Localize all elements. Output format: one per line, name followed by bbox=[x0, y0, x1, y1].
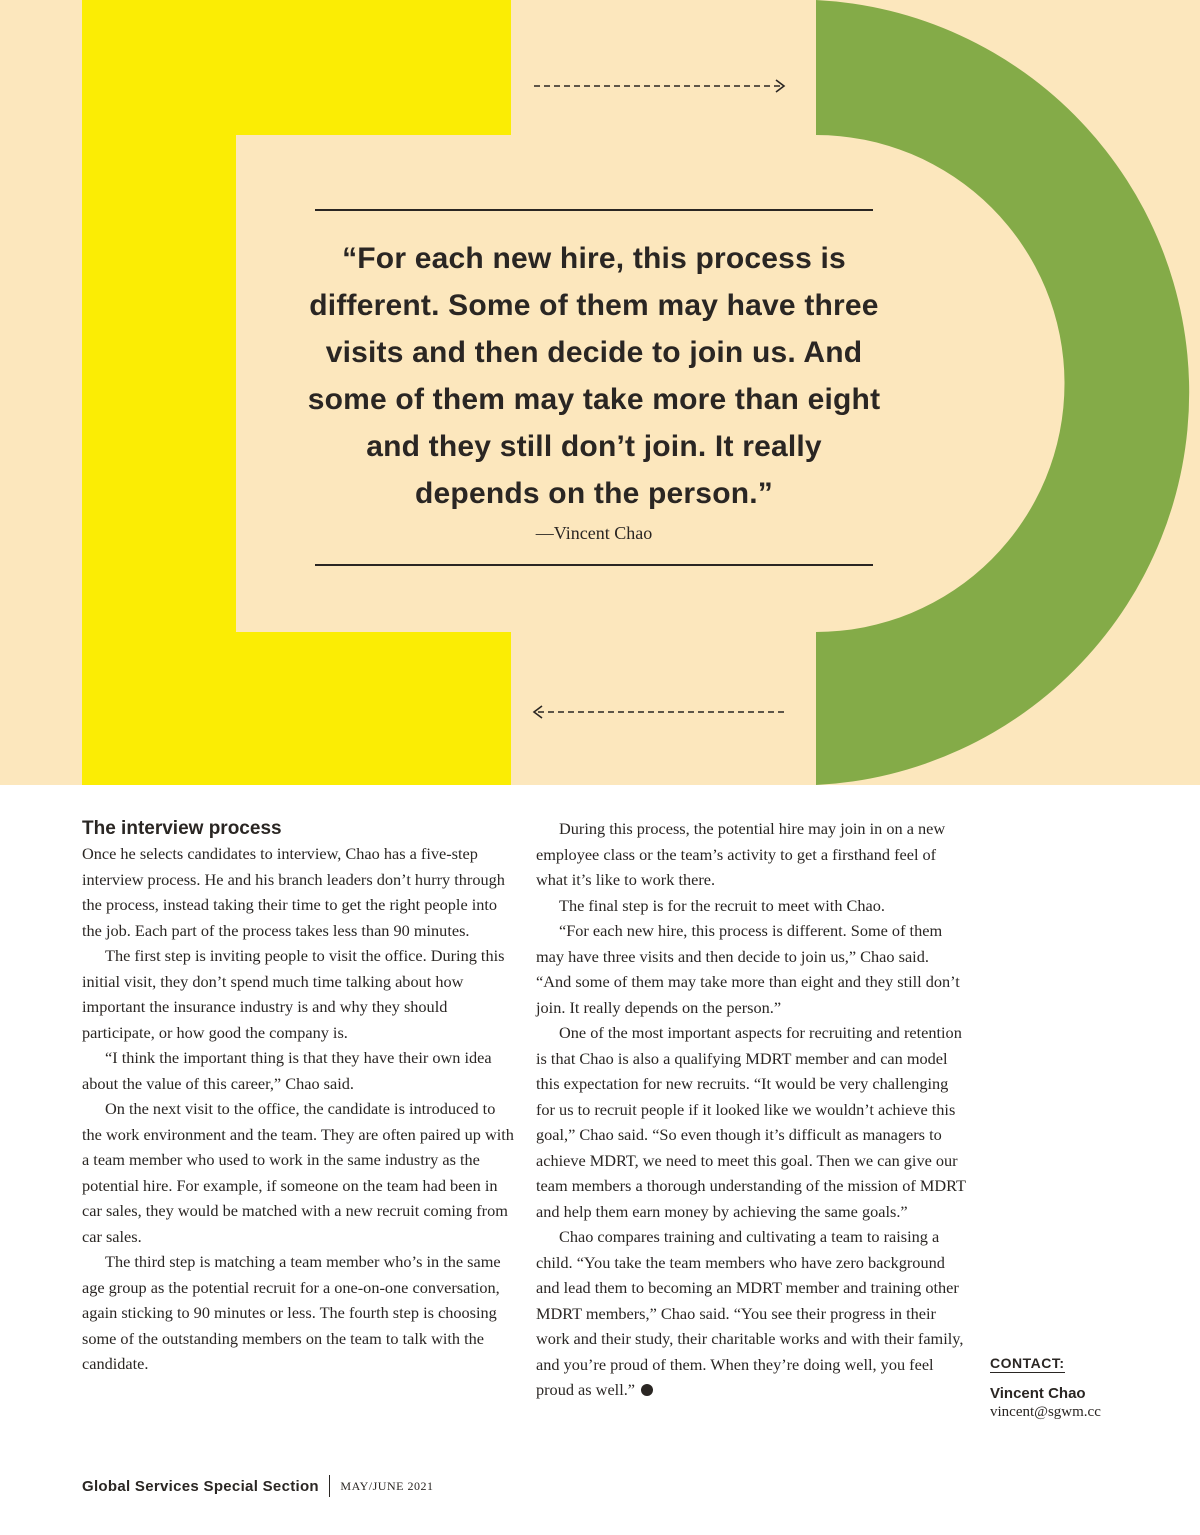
article-paragraph: The third step is matching a team member who’s in the same age group as the potential recruit for a one-on-one conversation, again sticking to 90 minutes or less. The fourth step is choosing some of the outstanding members on the team to talk with the candidate. bbox=[82, 1252, 501, 1373]
quote-rule-bottom bbox=[315, 564, 873, 566]
page-footer bbox=[82, 1475, 433, 1497]
article-paragraph: On the next visit to the office, the candidate is introduced to the work environment and the team. They are often paired up with a team member who used to work in the same industry as the potential hire. For example, if someone on the team had been in car sales, they would be matched with a new recruit coming from car sales. bbox=[82, 1099, 514, 1246]
article-paragraph: One of the most important aspects for recruiting and retention is that Chao is also a qualifying MDRT member and can model this expectation for new recruits. “It would be very challenging for us to recruit people if it looked like we wouldn’t achieve this goal,” Chao said. “So even though it’s difficult as managers to achieve MDRT, we need to meet this goal. Then we can give our team members a thorough understanding of the mission of MDRT and help them earn money by achieving the same goals.” bbox=[536, 1023, 966, 1221]
article-paragraph: The final step is for the recruit to meet with Chao. bbox=[559, 895, 885, 915]
dashed-arrow-left-icon bbox=[532, 702, 790, 722]
end-of-article-icon bbox=[641, 1384, 653, 1396]
contact-name: Vincent Chao bbox=[990, 1385, 1086, 1402]
quote-rule-top bbox=[315, 209, 873, 211]
article-paragraph: Once he selects candidates to interview, Chao has a five-step interview process. He and his branch leaders don’t hurry through the process, instead taking their time to get the right people into the job. Each part of the process takes less than 90 minutes. bbox=[82, 844, 505, 940]
pull-quote: “For each new hire, this process is different. Some of them may have three visits and then decide to join us. And some of them may take more than eight and they still don’t join. It really depends on the person.” bbox=[307, 242, 881, 510]
article-paragraph-last bbox=[536, 1224, 968, 1403]
article-paragraph: During this process, the potential hire may join in on a new employee class or the team’s activity to get a firsthand feel of what it’s like to work there. bbox=[536, 819, 946, 889]
footer-issue-date: MAY/JUNE 2021 bbox=[340, 1478, 434, 1493]
article-paragraph-text: Chao compares training and cultivating a team to raising a child. “You take the team members who have zero background and lead them to becoming an MDRT member and training other MDRT members,” Chao said. “You see their progress in their work and their study, their charitable works and with their family, and you’re proud of them. When they’re doing well, you feel proud as well.” bbox=[536, 1227, 964, 1399]
pull-quote-attribution: —Vincent Chao bbox=[535, 523, 653, 543]
dashed-arrow-right-icon bbox=[534, 76, 789, 96]
article-column-right bbox=[536, 816, 968, 1403]
article-column-left bbox=[82, 816, 514, 1377]
footer-divider bbox=[329, 1475, 331, 1497]
article-paragraph: “For each new hire, this process is different. Some of them may have three visits and then decide to join us,” Chao said. “And some of them may take more than eight and they still don’t join. It really depends on the person.” bbox=[536, 921, 960, 1017]
article-paragraph: The first step is inviting people to visit the office. During this initial visit, they don’t spend much time talking about how important the insurance industry is and why they should participate, or how good the company is. bbox=[82, 946, 505, 1042]
contact-email[interactable]: vincent@sgwm.cc bbox=[990, 1404, 1101, 1420]
section-heading: The interview process bbox=[82, 818, 282, 839]
article-paragraph: “I think the important thing is that they have their own idea about the value of this career,” Chao said. bbox=[82, 1048, 492, 1093]
contact-heading: CONTACT: bbox=[990, 1355, 1065, 1371]
contact-box bbox=[990, 1355, 1190, 1421]
footer-section-title: Global Services Special Section bbox=[82, 1477, 319, 1495]
